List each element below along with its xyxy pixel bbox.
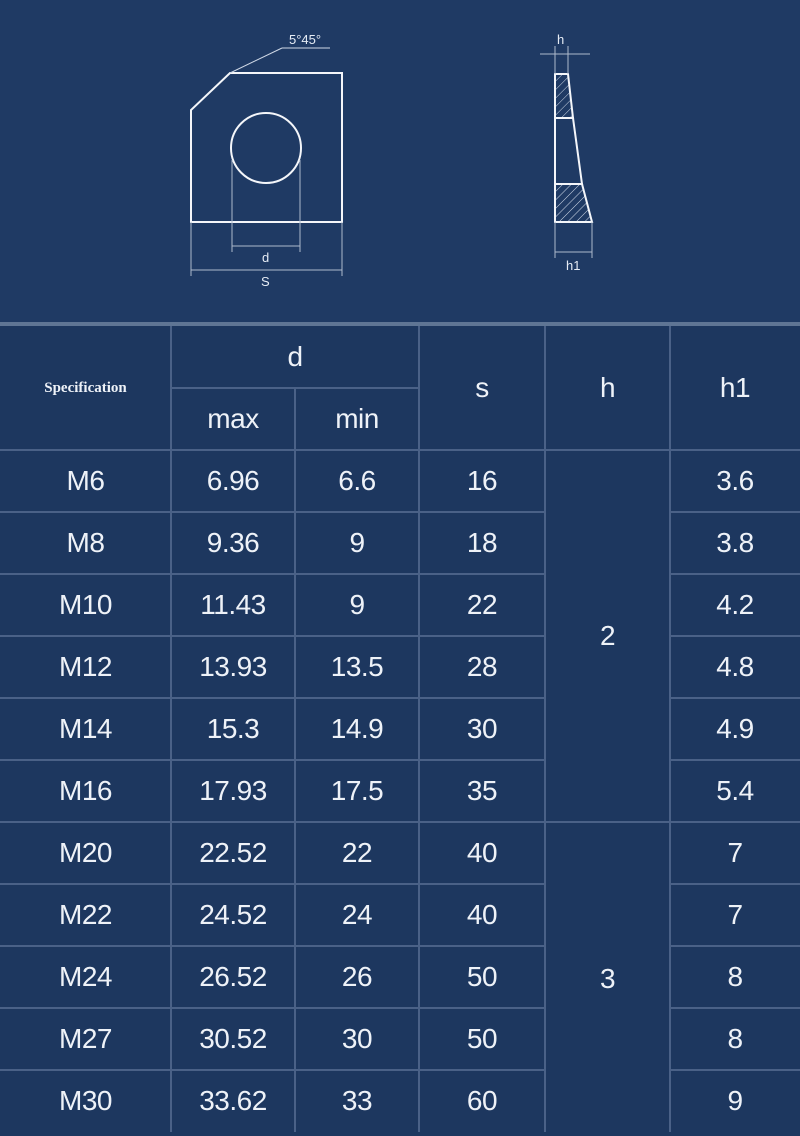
cell-spec: M22: [59, 899, 112, 930]
cell-h1: 4.2: [716, 589, 754, 620]
header-h: h: [599, 372, 616, 403]
cell-min: 9: [349, 589, 365, 620]
cell-max: 26.52: [199, 961, 267, 992]
chamfer-leader: [230, 48, 330, 73]
cell-min: 24: [341, 899, 373, 930]
cell-min: 14.9: [330, 713, 384, 744]
cell-h1: 3.8: [716, 527, 754, 558]
grid-line: [670, 1069, 800, 1071]
cell-spec: M27: [59, 1023, 112, 1054]
h1-dimension-label: h1: [566, 258, 581, 273]
cell-s: 22: [466, 589, 498, 620]
cell-spec: M12: [59, 651, 112, 682]
h-dimension-label: h: [557, 32, 565, 47]
cell-min: 9: [349, 527, 365, 558]
grid-line: [0, 449, 800, 451]
cell-spec: M30: [59, 1085, 112, 1116]
cell-max: 6.96: [206, 465, 260, 496]
cell-h1: 9: [727, 1085, 743, 1116]
grid-line: [0, 697, 545, 699]
cell-s: 40: [466, 837, 498, 868]
h-dimension: [540, 46, 590, 74]
cell-s: 18: [466, 527, 498, 558]
washer-front-view: [191, 73, 342, 222]
cell-s: 50: [466, 961, 498, 992]
header-specification: Specification: [44, 379, 127, 396]
cell-h1: 7: [727, 837, 743, 868]
grid-line: [171, 387, 419, 389]
cell-spec: M24: [59, 961, 112, 992]
h1-dimension: [555, 222, 592, 258]
technical-drawing: [0, 0, 800, 322]
grid-line: [0, 1069, 545, 1071]
cell-s: 35: [466, 775, 498, 806]
cell-min: 26: [341, 961, 373, 992]
grid-line: [0, 1007, 545, 1009]
cell-h1: 5.4: [716, 775, 754, 806]
header-d: d: [287, 341, 303, 372]
header-d-min: min: [335, 403, 379, 434]
cell-s: 28: [466, 651, 498, 682]
cell-min: 30: [341, 1023, 373, 1054]
cell-max: 15.3: [206, 713, 260, 744]
h-group-value: 3: [599, 963, 616, 994]
grid-line: [0, 635, 545, 637]
grid-line: [670, 635, 800, 637]
grid-line: [544, 326, 546, 1132]
cell-s: 40: [466, 899, 498, 930]
grid-line: [669, 326, 671, 1132]
cell-min: 6.6: [338, 465, 376, 496]
cell-h1: 8: [727, 1023, 743, 1054]
cell-min: 13.5: [330, 651, 384, 682]
cell-spec: M8: [66, 527, 105, 558]
cell-h1: 7: [727, 899, 743, 930]
grid-line: [670, 1007, 800, 1009]
cell-spec: M6: [66, 465, 105, 496]
cell-min: 17.5: [330, 775, 384, 806]
grid-line: [0, 573, 545, 575]
cell-max: 30.52: [199, 1023, 267, 1054]
cell-max: 17.93: [199, 775, 267, 806]
grid-line: [0, 883, 545, 885]
grid-line: [418, 326, 420, 1132]
cell-max: 13.93: [199, 651, 267, 682]
cell-max: 9.36: [206, 527, 260, 558]
grid-line: [0, 945, 545, 947]
spec-table: [0, 326, 800, 1136]
cell-s: 30: [466, 713, 498, 744]
cell-spec: M16: [59, 775, 112, 806]
header-s: s: [475, 372, 489, 403]
cell-max: 33.62: [199, 1085, 267, 1116]
cell-s: 16: [466, 465, 498, 496]
grid-line: [670, 697, 800, 699]
cell-max: 24.52: [199, 899, 267, 930]
cell-spec: M10: [59, 589, 112, 620]
cell-min: 22: [341, 837, 373, 868]
s-dimension-label: S: [261, 274, 270, 289]
grid-line: [670, 945, 800, 947]
grid-line: [670, 511, 800, 513]
d-dimension-label: d: [262, 250, 270, 265]
washer-side-view: [555, 74, 592, 222]
cell-s: 50: [466, 1023, 498, 1054]
grid-line: [170, 326, 172, 1132]
grid-line: [670, 573, 800, 575]
grid-line: [0, 759, 545, 761]
cell-min: 33: [341, 1085, 373, 1116]
cell-s: 60: [466, 1085, 498, 1116]
grid-line: [670, 883, 800, 885]
cell-h1: 4.9: [716, 713, 754, 744]
grid-line: [0, 511, 545, 513]
cell-spec: M20: [59, 837, 112, 868]
washer-drawing-svg: [0, 0, 800, 322]
cell-h1: 8: [727, 961, 743, 992]
cell-h1: 3.6: [716, 465, 754, 496]
cell-h1: 4.8: [716, 651, 754, 682]
cell-spec: M14: [59, 713, 112, 744]
s-dimension: [191, 222, 342, 276]
header-h1: h1: [719, 372, 751, 403]
cell-max: 11.43: [200, 589, 266, 620]
cell-max: 22.52: [199, 837, 267, 868]
grid-line: [0, 821, 800, 823]
grid-line: [670, 759, 800, 761]
chamfer-label: 5°45°: [289, 32, 322, 47]
header-d-max: max: [207, 403, 259, 434]
h-group-value: 2: [599, 620, 616, 651]
